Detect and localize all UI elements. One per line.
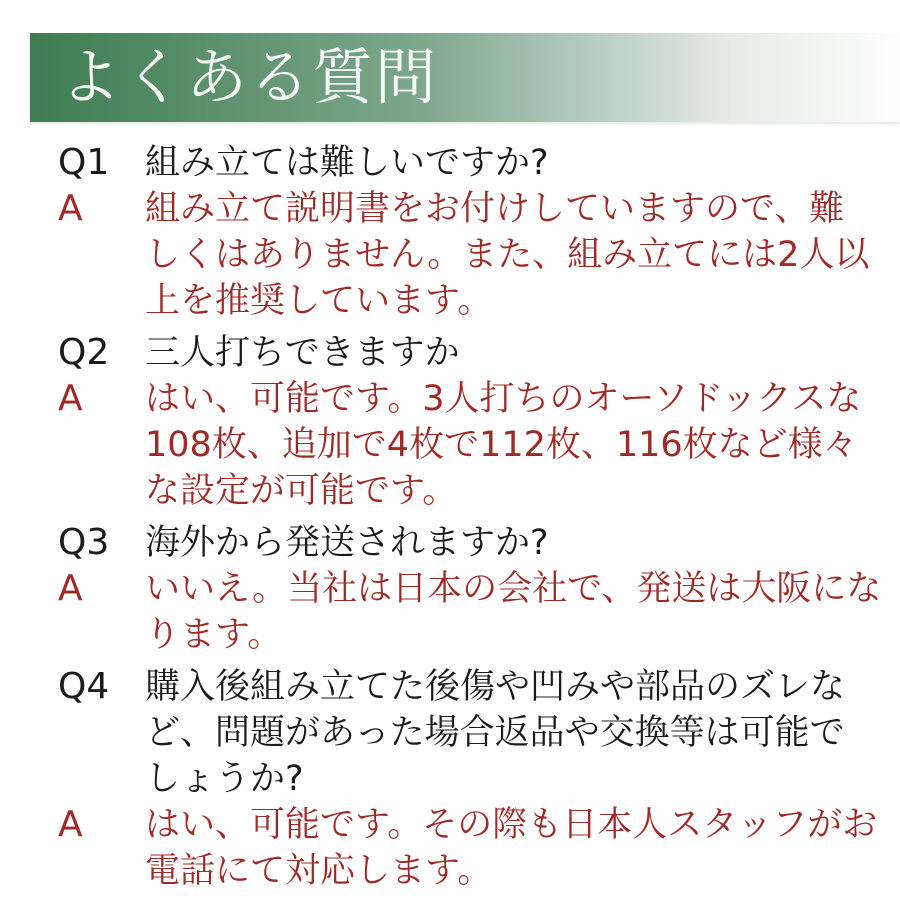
answer-label: A — [58, 568, 83, 609]
question-label: Q3 — [58, 522, 110, 563]
question-row — [58, 520, 890, 566]
qa-list — [58, 140, 890, 900]
qa-item-3 — [58, 520, 890, 658]
question-label: Q2 — [58, 332, 110, 373]
answer-row — [58, 186, 890, 324]
text-line: ります。 — [145, 615, 283, 655]
question-row — [58, 664, 890, 802]
text-line: 上を推奨しています。 — [145, 281, 493, 321]
answer-label: A — [58, 188, 83, 229]
faq-header-banner — [30, 33, 900, 122]
answer-text — [145, 802, 890, 894]
qa-item-2 — [58, 330, 890, 514]
text-line: しくはありません。また、組み立てには2人以 — [145, 235, 870, 275]
text-line: な設定が可能です。 — [145, 471, 458, 511]
qa-item-4 — [58, 664, 890, 894]
text-line: はい、可能です。その際も日本人スタッフがお — [145, 805, 878, 845]
question-text — [145, 330, 890, 376]
text-line: 購入後組み立てた後傷や凹みや部品のズレな — [145, 667, 846, 707]
answer-label: A — [58, 804, 83, 845]
answer-text — [145, 566, 890, 658]
question-label: Q1 — [58, 142, 110, 183]
text-line: ど、問題があった場合返品や交換等は可能で — [145, 713, 845, 753]
answer-row — [58, 566, 890, 658]
page-title: よくある質問 — [60, 42, 439, 113]
question-text — [145, 664, 890, 802]
answer-text — [145, 376, 890, 514]
text-line: 組み立ては難しいですか? — [145, 143, 549, 183]
text-line: 電話にて対応します。 — [145, 851, 493, 891]
question-text — [145, 140, 890, 186]
text-line: はい、可能です。3人打ちのオーソドックスな — [145, 379, 862, 419]
answer-text — [145, 186, 890, 324]
question-text — [145, 520, 890, 566]
question-row — [58, 330, 890, 376]
question-row — [58, 140, 890, 186]
text-line: 海外から発送されますか? — [145, 523, 549, 563]
answer-row — [58, 802, 890, 894]
answer-label: A — [58, 378, 83, 419]
qa-item-1 — [58, 140, 890, 324]
text-line: しょうか? — [145, 759, 304, 799]
text-line: いいえ。当社は日本の会社で、発送は大阪にな — [145, 569, 882, 609]
answer-row — [58, 376, 890, 514]
text-line: 組み立て説明書をお付けしていますので、難 — [145, 189, 845, 229]
text-line: 三人打ちできますか — [145, 333, 460, 373]
question-label: Q4 — [58, 666, 110, 707]
text-line: 108枚、追加で4枚で112枚、116枚など様々 — [145, 425, 858, 465]
